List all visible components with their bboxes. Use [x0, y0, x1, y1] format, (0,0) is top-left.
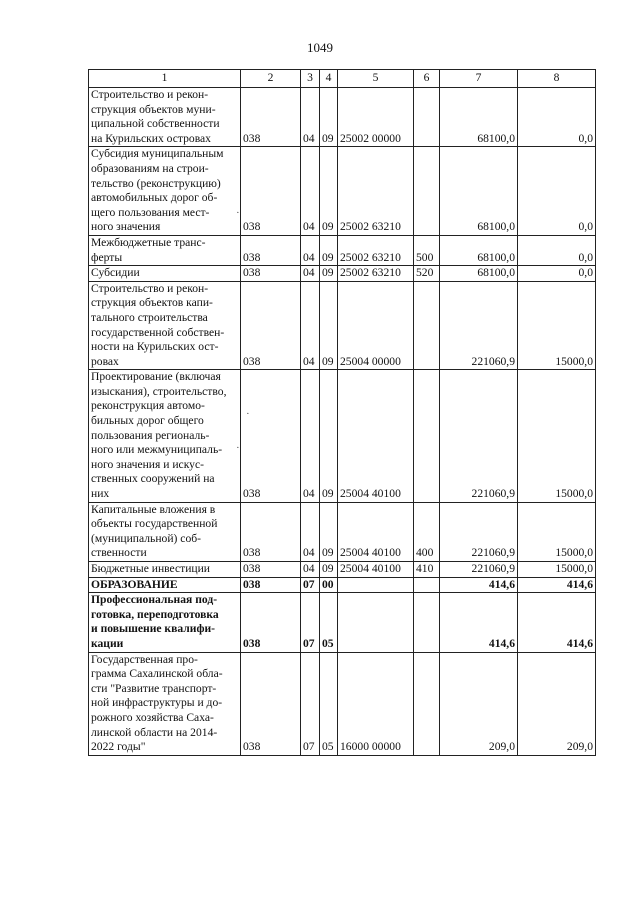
- row-name-line: щего пользования мест-: [91, 205, 210, 219]
- row-name-line: ного или межмуниципаль-: [91, 443, 223, 457]
- section-code-cell: 04: [301, 147, 320, 236]
- row-name-cell: [89, 235, 241, 265]
- table-row: [89, 652, 596, 755]
- row-name-line: тального строительства: [91, 310, 208, 324]
- header-cell: 3: [301, 70, 320, 88]
- row-name-line: пользования региональ-: [91, 428, 210, 442]
- row-name-line: автомобильных дорог об-: [91, 191, 218, 205]
- page-number: 1049: [307, 40, 333, 55]
- row-name-line: грамма Сахалинской обла-: [91, 667, 223, 681]
- row-name-line: объекты государственной: [91, 517, 218, 531]
- ministry-code-cell: 038: [241, 593, 301, 652]
- amount-col8-cell: 414,6: [518, 593, 596, 652]
- row-name-line: (муниципальной) соб-: [91, 531, 202, 545]
- scan-artifact: ·: [236, 442, 240, 454]
- row-name-line: струкция объектов капи-: [91, 296, 213, 310]
- expense-type-cell: [414, 370, 440, 502]
- row-name-cell: [89, 88, 241, 147]
- table-row: [89, 370, 596, 502]
- ministry-code-cell: 038: [241, 652, 301, 755]
- row-name-cell: [89, 652, 241, 755]
- subsection-code-cell: 09: [320, 88, 338, 147]
- target-article-cell: [338, 577, 414, 593]
- header-cell: 2: [241, 70, 301, 88]
- amount-col7-cell: 221060,9: [440, 562, 518, 578]
- section-code-cell: 04: [301, 235, 320, 265]
- amount-col7-cell: 209,0: [440, 652, 518, 755]
- amount-col7-cell: 68100,0: [440, 266, 518, 282]
- row-name-line: сти "Развитие транспорт-: [91, 681, 217, 695]
- table-row: [89, 147, 596, 236]
- target-article-cell: 25002 63210: [338, 266, 414, 282]
- table-row: [89, 88, 596, 147]
- amount-col7-cell: 221060,9: [440, 281, 518, 370]
- header-cell: 6: [414, 70, 440, 88]
- subsection-code-cell: 09: [320, 235, 338, 265]
- subsection-code-cell: 09: [320, 281, 338, 370]
- subsection-code-cell: 05: [320, 593, 338, 652]
- amount-col8-cell: 0,0: [518, 147, 596, 236]
- row-name-line: ного значения и искус-: [91, 457, 204, 471]
- expense-type-cell: [414, 147, 440, 236]
- target-article-cell: 25002 63210: [338, 235, 414, 265]
- target-article-cell: 25004 40100: [338, 502, 414, 561]
- table-row: [89, 235, 596, 265]
- row-name-cell: [89, 562, 241, 578]
- row-name-line: Капитальные вложения в: [91, 502, 216, 516]
- row-name-line: ственности: [91, 546, 147, 560]
- row-name-line: Профессиональная под-: [91, 593, 218, 607]
- row-name-line: ферты: [91, 250, 123, 264]
- ministry-code-cell: 038: [241, 147, 301, 236]
- amount-col8-cell: 209,0: [518, 652, 596, 755]
- table-body: [89, 88, 596, 756]
- section-code-cell: 07: [301, 652, 320, 755]
- row-name-line: ственных сооружений на: [91, 472, 215, 486]
- section-code-cell: 04: [301, 88, 320, 147]
- row-name-line: рожного хозяйства Саха-: [91, 710, 214, 724]
- target-article-cell: 16000 00000: [338, 652, 414, 755]
- ministry-code-cell: 038: [241, 281, 301, 370]
- amount-col8-cell: 0,0: [518, 266, 596, 282]
- row-name-line: Межбюджетные транс-: [91, 235, 206, 249]
- header-row: [89, 70, 596, 88]
- expense-type-cell: [414, 593, 440, 652]
- section-code-cell: 04: [301, 266, 320, 282]
- row-name-line: ной инфраструктуры и до-: [91, 696, 223, 710]
- expense-type-cell: 400: [414, 502, 440, 561]
- target-article-cell: 25004 40100: [338, 562, 414, 578]
- row-name-line: Проектирование (включая: [91, 370, 221, 384]
- row-name-line: них: [91, 487, 110, 501]
- amount-col8-cell: 414,6: [518, 577, 596, 593]
- header-cell: 7: [440, 70, 518, 88]
- expense-type-cell: [414, 652, 440, 755]
- scan-artifact: ·: [246, 408, 250, 420]
- row-name-line: Государственная про-: [91, 652, 198, 666]
- subsection-code-cell: 09: [320, 370, 338, 502]
- table-row: [89, 502, 596, 561]
- amount-col7-cell: 221060,9: [440, 370, 518, 502]
- amount-col8-cell: 15000,0: [518, 502, 596, 561]
- target-article-cell: 25004 00000: [338, 281, 414, 370]
- row-name-line: реконструкция автомо-: [91, 399, 205, 413]
- ministry-code-cell: 038: [241, 370, 301, 502]
- expense-type-cell: 520: [414, 266, 440, 282]
- row-name-line: Субсидия муниципальным: [91, 147, 224, 161]
- section-code-cell: 04: [301, 281, 320, 370]
- row-name-line: на Курильских островах: [91, 131, 211, 145]
- row-name-line: ности на Курильских ост-: [91, 340, 219, 354]
- row-name-line: бильных дорог общего: [91, 414, 204, 428]
- ministry-code-cell: 038: [241, 88, 301, 147]
- row-name-line: ципальной собственности: [91, 117, 220, 131]
- section-code-cell: 07: [301, 577, 320, 593]
- row-name-line: линской области на 2014-: [91, 725, 218, 739]
- ministry-code-cell: 038: [241, 502, 301, 561]
- row-name-line: Строительство и рекон-: [91, 281, 209, 295]
- expense-type-cell: [414, 577, 440, 593]
- row-name-line: ровах: [91, 354, 119, 368]
- ministry-code-cell: 038: [241, 235, 301, 265]
- section-code-cell: 07: [301, 593, 320, 652]
- expense-type-cell: 500: [414, 235, 440, 265]
- ministry-code-cell: 038: [241, 266, 301, 282]
- table-row: [89, 577, 596, 593]
- amount-col8-cell: 0,0: [518, 88, 596, 147]
- amount-col7-cell: 68100,0: [440, 88, 518, 147]
- row-name-line: ОБРАЗОВАНИЕ: [91, 577, 178, 591]
- row-name-line: изыскания), строительство,: [91, 384, 227, 398]
- row-name-line: Субсидии: [91, 266, 140, 280]
- row-name-line: ного значения: [91, 220, 161, 234]
- table-row: [89, 562, 596, 578]
- amount-col8-cell: 15000,0: [518, 370, 596, 502]
- target-article-cell: 25002 00000: [338, 88, 414, 147]
- target-article-cell: [338, 593, 414, 652]
- row-name-cell: [89, 593, 241, 652]
- row-name-line: тельство (реконструкцию): [91, 176, 221, 190]
- amount-col7-cell: 68100,0: [440, 147, 518, 236]
- expense-type-cell: [414, 88, 440, 147]
- section-code-cell: 04: [301, 502, 320, 561]
- target-article-cell: 25004 40100: [338, 370, 414, 502]
- header-cell: 8: [518, 70, 596, 88]
- table-row: [89, 281, 596, 370]
- row-name-line: и повышение квалифи-: [91, 622, 216, 636]
- subsection-code-cell: 05: [320, 652, 338, 755]
- row-name-cell: [89, 370, 241, 502]
- header-cell: 1: [89, 70, 241, 88]
- row-name-cell: [89, 266, 241, 282]
- ministry-code-cell: 038: [241, 562, 301, 578]
- target-article-cell: 25002 63210: [338, 147, 414, 236]
- header-cell: 5: [338, 70, 414, 88]
- amount-col7-cell: 221060,9: [440, 502, 518, 561]
- row-name-line: струкция объектов муни-: [91, 102, 216, 116]
- subsection-code-cell: 09: [320, 562, 338, 578]
- amount-col7-cell: 414,6: [440, 577, 518, 593]
- amount-col7-cell: 414,6: [440, 593, 518, 652]
- expense-type-cell: [414, 281, 440, 370]
- table-row: [89, 266, 596, 282]
- subsection-code-cell: 09: [320, 502, 338, 561]
- amount-col8-cell: 15000,0: [518, 562, 596, 578]
- row-name-line: государственной собствен-: [91, 325, 225, 339]
- subsection-code-cell: 00: [320, 577, 338, 593]
- ministry-code-cell: 038: [241, 577, 301, 593]
- subsection-code-cell: 09: [320, 147, 338, 236]
- row-name-line: образованиям на строи-: [91, 161, 209, 175]
- expense-type-cell: 410: [414, 562, 440, 578]
- row-name-line: 2022 годы": [91, 740, 146, 754]
- amount-col8-cell: 0,0: [518, 235, 596, 265]
- table-row: [89, 593, 596, 652]
- row-name-cell: [89, 502, 241, 561]
- amount-col7-cell: 68100,0: [440, 235, 518, 265]
- row-name-line: Строительство и рекон-: [91, 88, 209, 101]
- row-name-line: готовка, переподготовка: [91, 607, 219, 621]
- row-name-line: кации: [91, 636, 124, 650]
- budget-table: [88, 69, 596, 756]
- header-cell: 4: [320, 70, 338, 88]
- amount-col8-cell: 15000,0: [518, 281, 596, 370]
- section-code-cell: 04: [301, 370, 320, 502]
- section-code-cell: 04: [301, 562, 320, 578]
- row-name-cell: [89, 577, 241, 593]
- subsection-code-cell: 09: [320, 266, 338, 282]
- row-name-cell: [89, 281, 241, 370]
- scan-artifact: ·: [236, 207, 240, 219]
- row-name-line: Бюджетные инвестиции: [91, 562, 211, 575]
- row-name-cell: [89, 147, 241, 236]
